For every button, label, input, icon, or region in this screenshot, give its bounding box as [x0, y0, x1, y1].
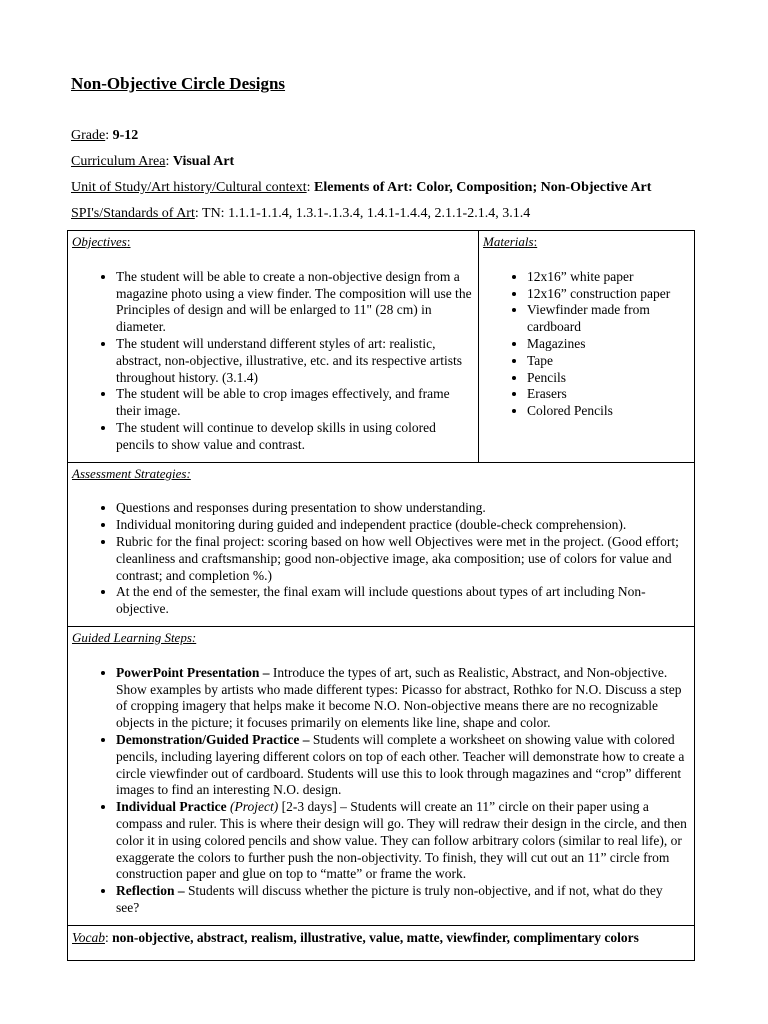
assessment-item: • Individual monitoring during guided and independent practice (double-check comprehension). [116, 517, 689, 534]
standards-label: SPI's/Standards of Art [71, 206, 195, 221]
objective-item: • The student will be able to create a non-objective design from a magazine photo using a view finder. The composition will use the Principles of design and will be enlarged to 11" (28 cm) in diameter. [116, 269, 473, 336]
step-note: (Project) [230, 799, 279, 815]
objective-item: • The student will understand different styles of art: realistic, abstract, non-objective, illustrative, etc. and its respective artists throughout history. (3.1.4) [116, 336, 473, 386]
material-item: • Tape [527, 353, 689, 370]
assessment-item: • Rubric for the final project: scoring based on how well Objectives were met in the project. (Good effort; cleanliness and craftsmanship; good non-objective image, aka composition; use of colors for value and contrast; and completion %.) [116, 534, 689, 584]
grade-line: Grade: 9-12 [71, 128, 139, 143]
material-item: • 12x16” construction paper [527, 286, 689, 303]
guided-step [116, 665, 689, 732]
guided-step [116, 799, 689, 883]
step-label: Individual Practice [116, 799, 227, 815]
materials-heading: Materials: [483, 234, 538, 249]
guided-cell [68, 626, 695, 925]
curriculum-label: Curriculum Area [71, 154, 166, 169]
objectives-list [72, 269, 473, 454]
objective-item: • The student will be able to crop images effectively, and frame their image. [116, 386, 473, 420]
assessment-list [72, 500, 689, 618]
assessment-item: • Questions and responses during presentation to show understanding. [116, 500, 689, 517]
unit-line: Unit of Study/Art history/Cultural context: Elements of Art: Color, Composition; Non-Objective Art [71, 180, 652, 195]
grade-value: 9-12 [112, 128, 139, 143]
materials-list [483, 269, 689, 420]
guided-step [116, 883, 689, 917]
document-title: Non-Objective Circle Designs [71, 74, 286, 93]
material-item: • Colored Pencils [527, 403, 689, 420]
step-label: Reflection – [116, 883, 185, 899]
material-item: • Erasers [527, 386, 689, 403]
curriculum-line: Curriculum Area: Visual Art [71, 154, 235, 169]
vocab-row [68, 925, 695, 961]
objective-item: • The student will continue to develop skills in using colored pencils to show value and contrast. [116, 420, 473, 454]
vocab-terms: non-objective, abstract, realism, illustrative, value, matte, viewfinder, complimentary colors [112, 929, 639, 945]
material-item: • Pencils [527, 370, 689, 387]
vocab-label: Vocab [72, 929, 105, 945]
curriculum-value: Visual Art [172, 154, 235, 169]
objectives-materials-row [68, 231, 695, 463]
material-item: • Magazines [527, 336, 689, 353]
step-label: Demonstration/Guided Practice – [116, 731, 310, 747]
objectives-cell [68, 231, 479, 463]
step-text: Introduce the types of art, such as Realistic, Abstract, and Non-objective. Show examples by artists who made different types: Picasso for abstract, Rothko for N.O. Discuss a step of cropping imagery that helps make it become N.O. Non-objective means there are no recognizable objects in the picture; it focuses primarily on elements like line, shape and color. [116, 664, 682, 731]
objectives-heading: Objectives: [72, 234, 131, 249]
standards-value: TN: 1.1.1-1.1.4, 1.3.1-.1.3.4, 1.4.1-1.4.4, 2.1.1-2.1.4, 3.1.4 [202, 206, 531, 221]
step-text: Students will discuss whether the picture is truly non-objective, and if not, what do they see? [116, 883, 663, 915]
assessment-cell [68, 462, 695, 626]
materials-cell [479, 231, 695, 463]
guided-step [116, 732, 689, 799]
grade-label: Grade [71, 128, 106, 143]
standards-line: SPI's/Standards of Art: TN: 1.1.1-1.1.4, 1.3.1-.1.3.4, 1.4.1-1.4.4, 2.1.1-2.1.4, 3.1.4 [71, 206, 531, 221]
lesson-plan-table [67, 230, 695, 961]
guided-list [72, 665, 689, 917]
assessment-heading: Assessment Strategies: [72, 465, 191, 481]
step-label: PowerPoint Presentation – [116, 664, 270, 680]
guided-heading: Guided Learning Steps: [72, 629, 197, 645]
assessment-item: • At the end of the semester, the final exam will include questions about types of art including Non-objective. [116, 584, 689, 618]
assessment-row [68, 462, 695, 626]
step-text: Students will complete a worksheet on showing value with colored pencils, including layering different colors on top of each other. Teacher will demonstrate how to create a circle viewfinder out of cardboard. Students will use this to look through magazines and “crop” different images to find an interesting N.O. design. [116, 731, 685, 798]
step-text: [2-3 days] – Students will create an 11” circle on their paper using a compass and ruler. This is where their design will go. They will redraw their design in the circle, and then color it in using colored pencils and show value. They can follow arbitrary colors (similar to real life), or exaggerate the colors to further push the non-objectivity. To finish, they will cut out an 11” circle from construction paper and glue on top to “matte” or frame the work. [116, 799, 687, 882]
vocab-cell: Vocab: non-objective, abstract, realism, illustrative, value, matte, viewfinder, complimentary colors [68, 925, 695, 961]
unit-label: Unit of Study/Art history/Cultural context [71, 180, 307, 195]
material-item: • Viewfinder made from cardboard [527, 302, 689, 336]
material-item: • 12x16” white paper [527, 269, 689, 286]
guided-row [68, 626, 695, 925]
unit-value: Elements of Art: Color, Composition; Non-Objective Art [314, 180, 652, 195]
